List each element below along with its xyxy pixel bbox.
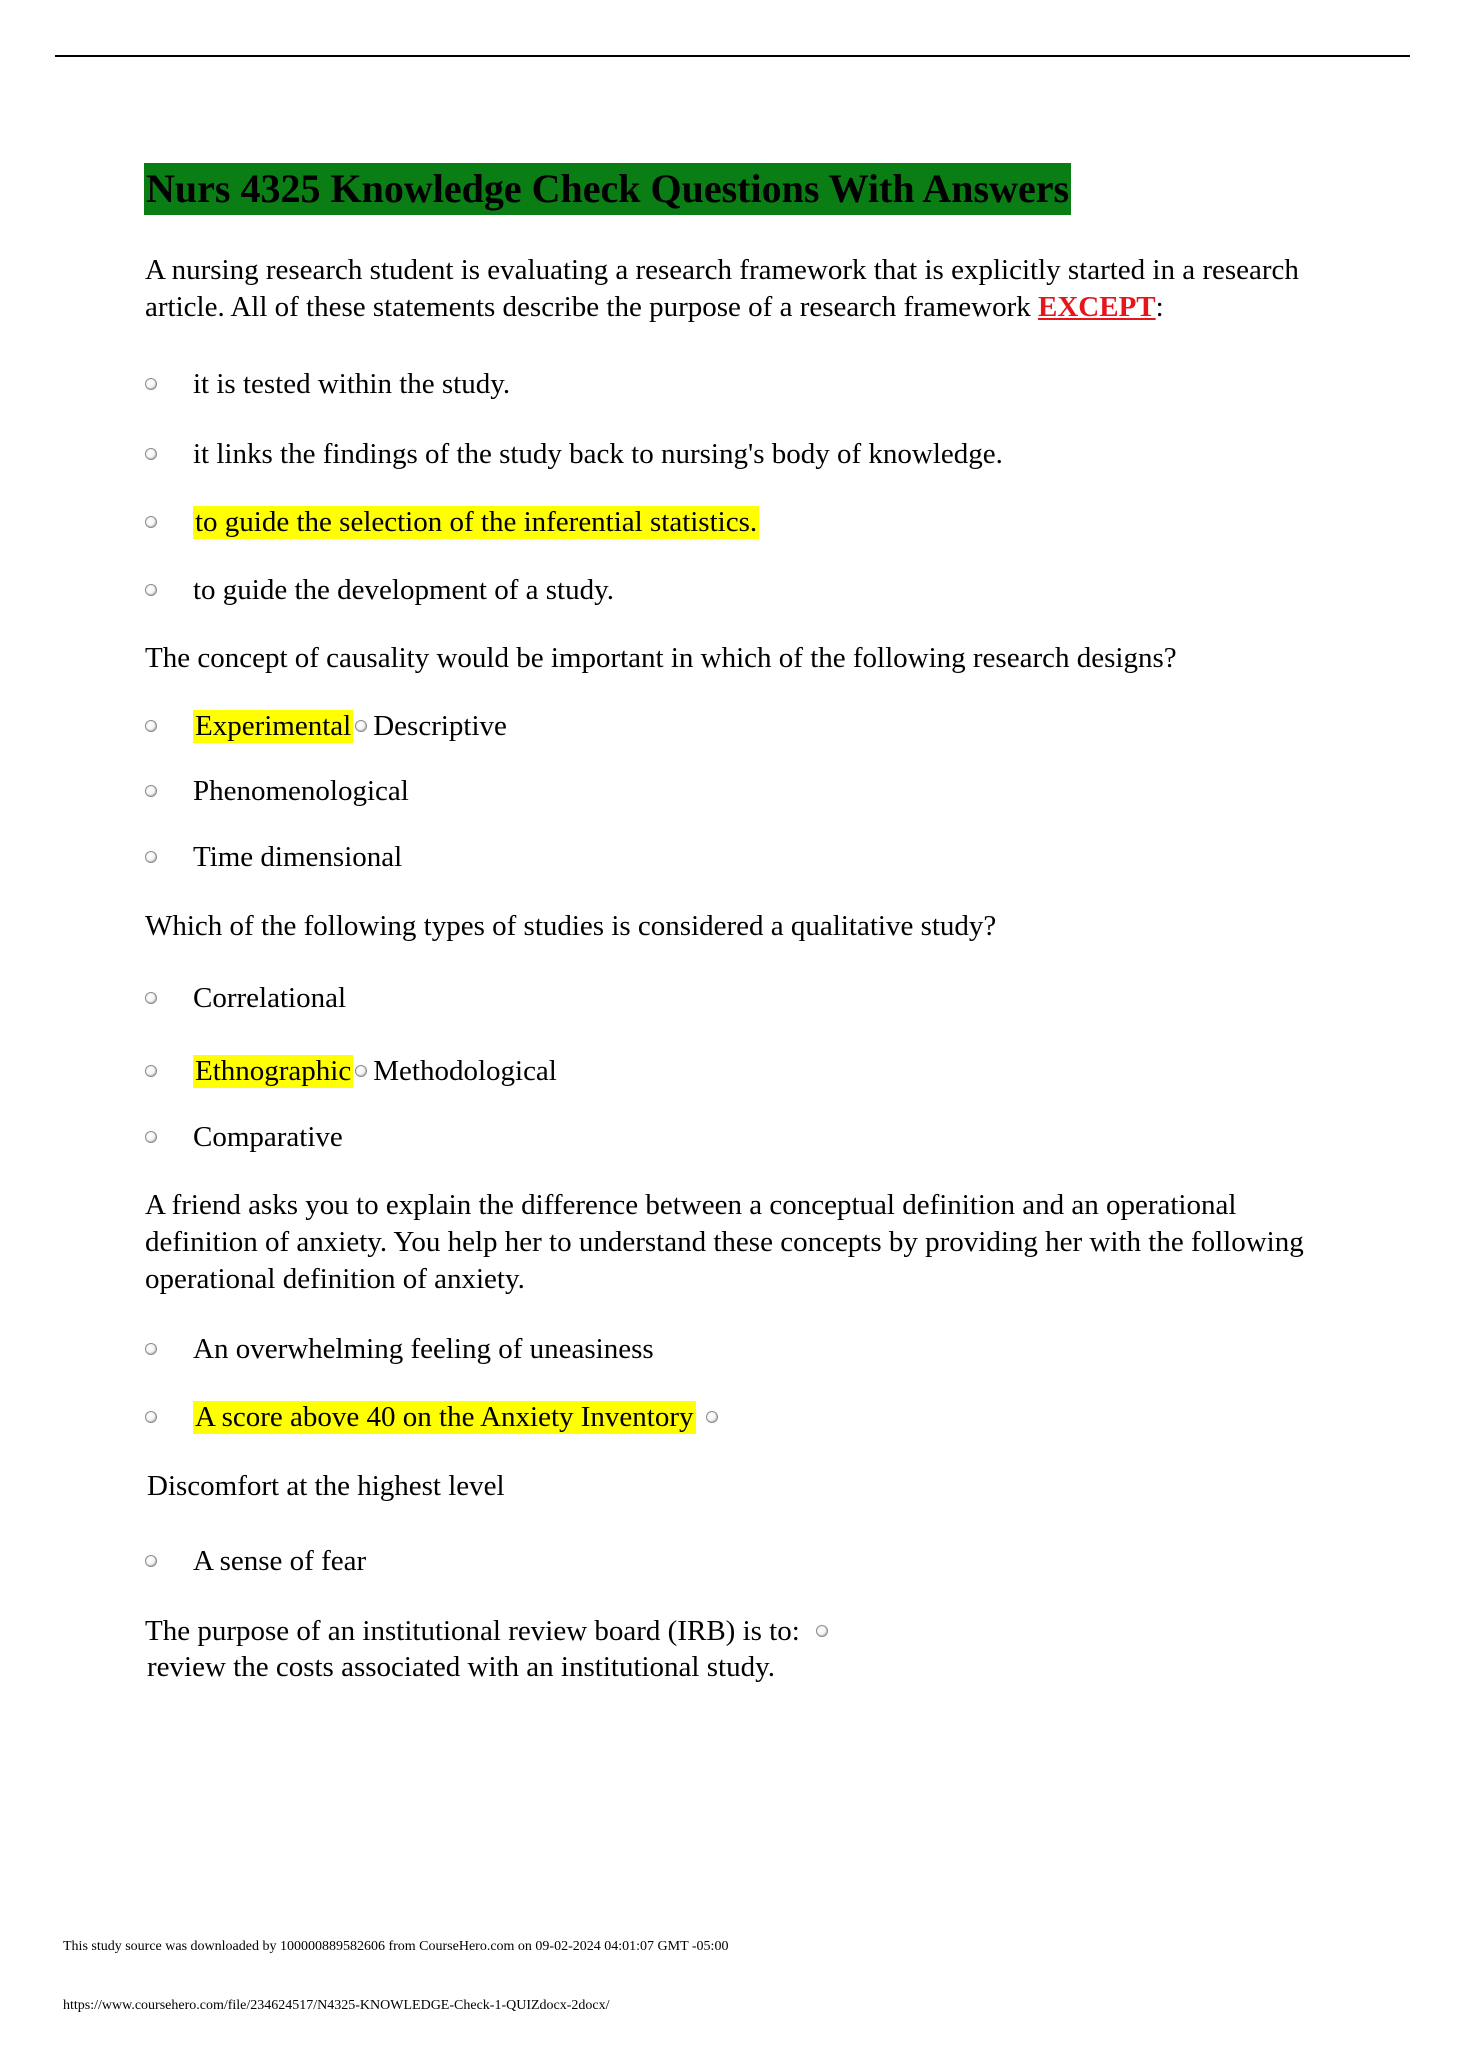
radio-button-icon[interactable]	[145, 720, 157, 732]
q3-option-2-label-highlighted: Ethnographic	[195, 1054, 352, 1087]
q4-option-1[interactable]	[145, 1329, 654, 1369]
radio-button-icon[interactable]	[145, 1065, 157, 1077]
question-1-colon: :	[1155, 291, 1164, 323]
q4-option-2-label-highlighted: A score above 40 on the Anxiety Inventory	[195, 1400, 694, 1433]
question-5-row	[145, 1611, 828, 1651]
q1-option-2-label: it links the findings of the study back to nursing's body of knowledge.	[193, 437, 1003, 470]
q4-option-3-label: Discomfort at the highest level	[147, 1470, 505, 1502]
radio-button-icon[interactable]	[816, 1625, 828, 1637]
except-emphasis: EXCEPT	[1038, 291, 1156, 323]
radio-button-icon[interactable]	[145, 584, 157, 596]
q4-option-1-label: An overwhelming feeling of uneasiness	[193, 1332, 654, 1365]
q2-option-row-1[interactable]	[145, 706, 507, 746]
question-4-text: A friend asks you to explain the difference between a conceptual definition and an operational definition of anxiety. You help her to understand these concepts by providing her with the following operational definition of anxiety.	[145, 1189, 1304, 1295]
q2-option-4-label: Time dimensional	[193, 840, 403, 873]
q2-option-3[interactable]	[145, 771, 409, 811]
radio-button-icon[interactable]	[145, 1555, 157, 1567]
radio-button-icon[interactable]	[145, 992, 157, 1004]
q3-option-3-label: Methodological	[373, 1054, 557, 1087]
radio-button-icon[interactable]	[145, 448, 157, 460]
q3-option-4-label: Comparative	[193, 1120, 343, 1153]
radio-button-icon[interactable]	[145, 785, 157, 797]
question-2-text: The concept of causality would be important in which of the following research designs?	[145, 642, 1177, 674]
q2-option-4[interactable]	[145, 837, 402, 877]
radio-button-icon[interactable]	[145, 516, 157, 528]
q5-option-1-label: review the costs associated with an institutional study.	[147, 1651, 775, 1683]
q1-option-4[interactable]	[145, 570, 614, 610]
q4-option-4[interactable]	[145, 1541, 366, 1581]
radio-button-icon[interactable]	[145, 1131, 157, 1143]
q1-option-3-label-highlighted: to guide the selection of the inferential statistics.	[195, 505, 758, 538]
radio-button-icon[interactable]	[145, 378, 157, 390]
radio-button-icon[interactable]	[145, 851, 157, 863]
q3-option-row-2[interactable]	[145, 1051, 557, 1091]
question-1-text	[145, 252, 1325, 326]
q1-option-1[interactable]	[145, 364, 510, 404]
q1-option-2[interactable]	[145, 434, 1003, 474]
q4-option-2[interactable]	[145, 1397, 718, 1437]
radio-button-icon[interactable]	[706, 1411, 718, 1423]
q3-option-4[interactable]	[145, 1117, 343, 1157]
question-5-text: The purpose of an institutional review board (IRB) is to:	[145, 1614, 800, 1647]
q2-option-3-label: Phenomenological	[193, 774, 409, 807]
top-rule	[55, 55, 1410, 57]
footer-source-line: This study source was downloaded by 100000889582606 from CourseHero.com on 09-02-2024 04:01:07 GMT -05:00	[63, 1939, 729, 1954]
footer-url-line: https://www.coursehero.com/file/234624517/N4325-KNOWLEDGE-Check-1-QUIZdocx-2docx/	[63, 1998, 610, 2013]
q4-option-4-label: A sense of fear	[193, 1544, 367, 1577]
question-3-text: Which of the following types of studies is considered a qualitative study?	[145, 910, 997, 942]
q2-option-2-label: Descriptive	[373, 709, 507, 742]
q2-option-1-label-highlighted: Experimental	[195, 709, 352, 742]
q1-option-1-label: it is tested within the study.	[193, 367, 511, 400]
document-title: Nurs 4325 Knowledge Check Questions With Answers	[144, 163, 1071, 215]
radio-button-icon[interactable]	[355, 720, 367, 732]
q3-option-1-label: Correlational	[193, 981, 347, 1014]
radio-button-icon[interactable]	[355, 1065, 367, 1077]
radio-button-icon[interactable]	[145, 1411, 157, 1423]
radio-button-icon[interactable]	[145, 1343, 157, 1355]
q1-option-4-label: to guide the development of a study.	[193, 573, 614, 606]
question-1-stem: A nursing research student is evaluating a research framework that is explicitly started in a research article. All of these statements describe the purpose of a research framework	[145, 254, 1299, 323]
q3-option-1[interactable]	[145, 978, 346, 1018]
q1-option-3[interactable]	[145, 502, 759, 542]
